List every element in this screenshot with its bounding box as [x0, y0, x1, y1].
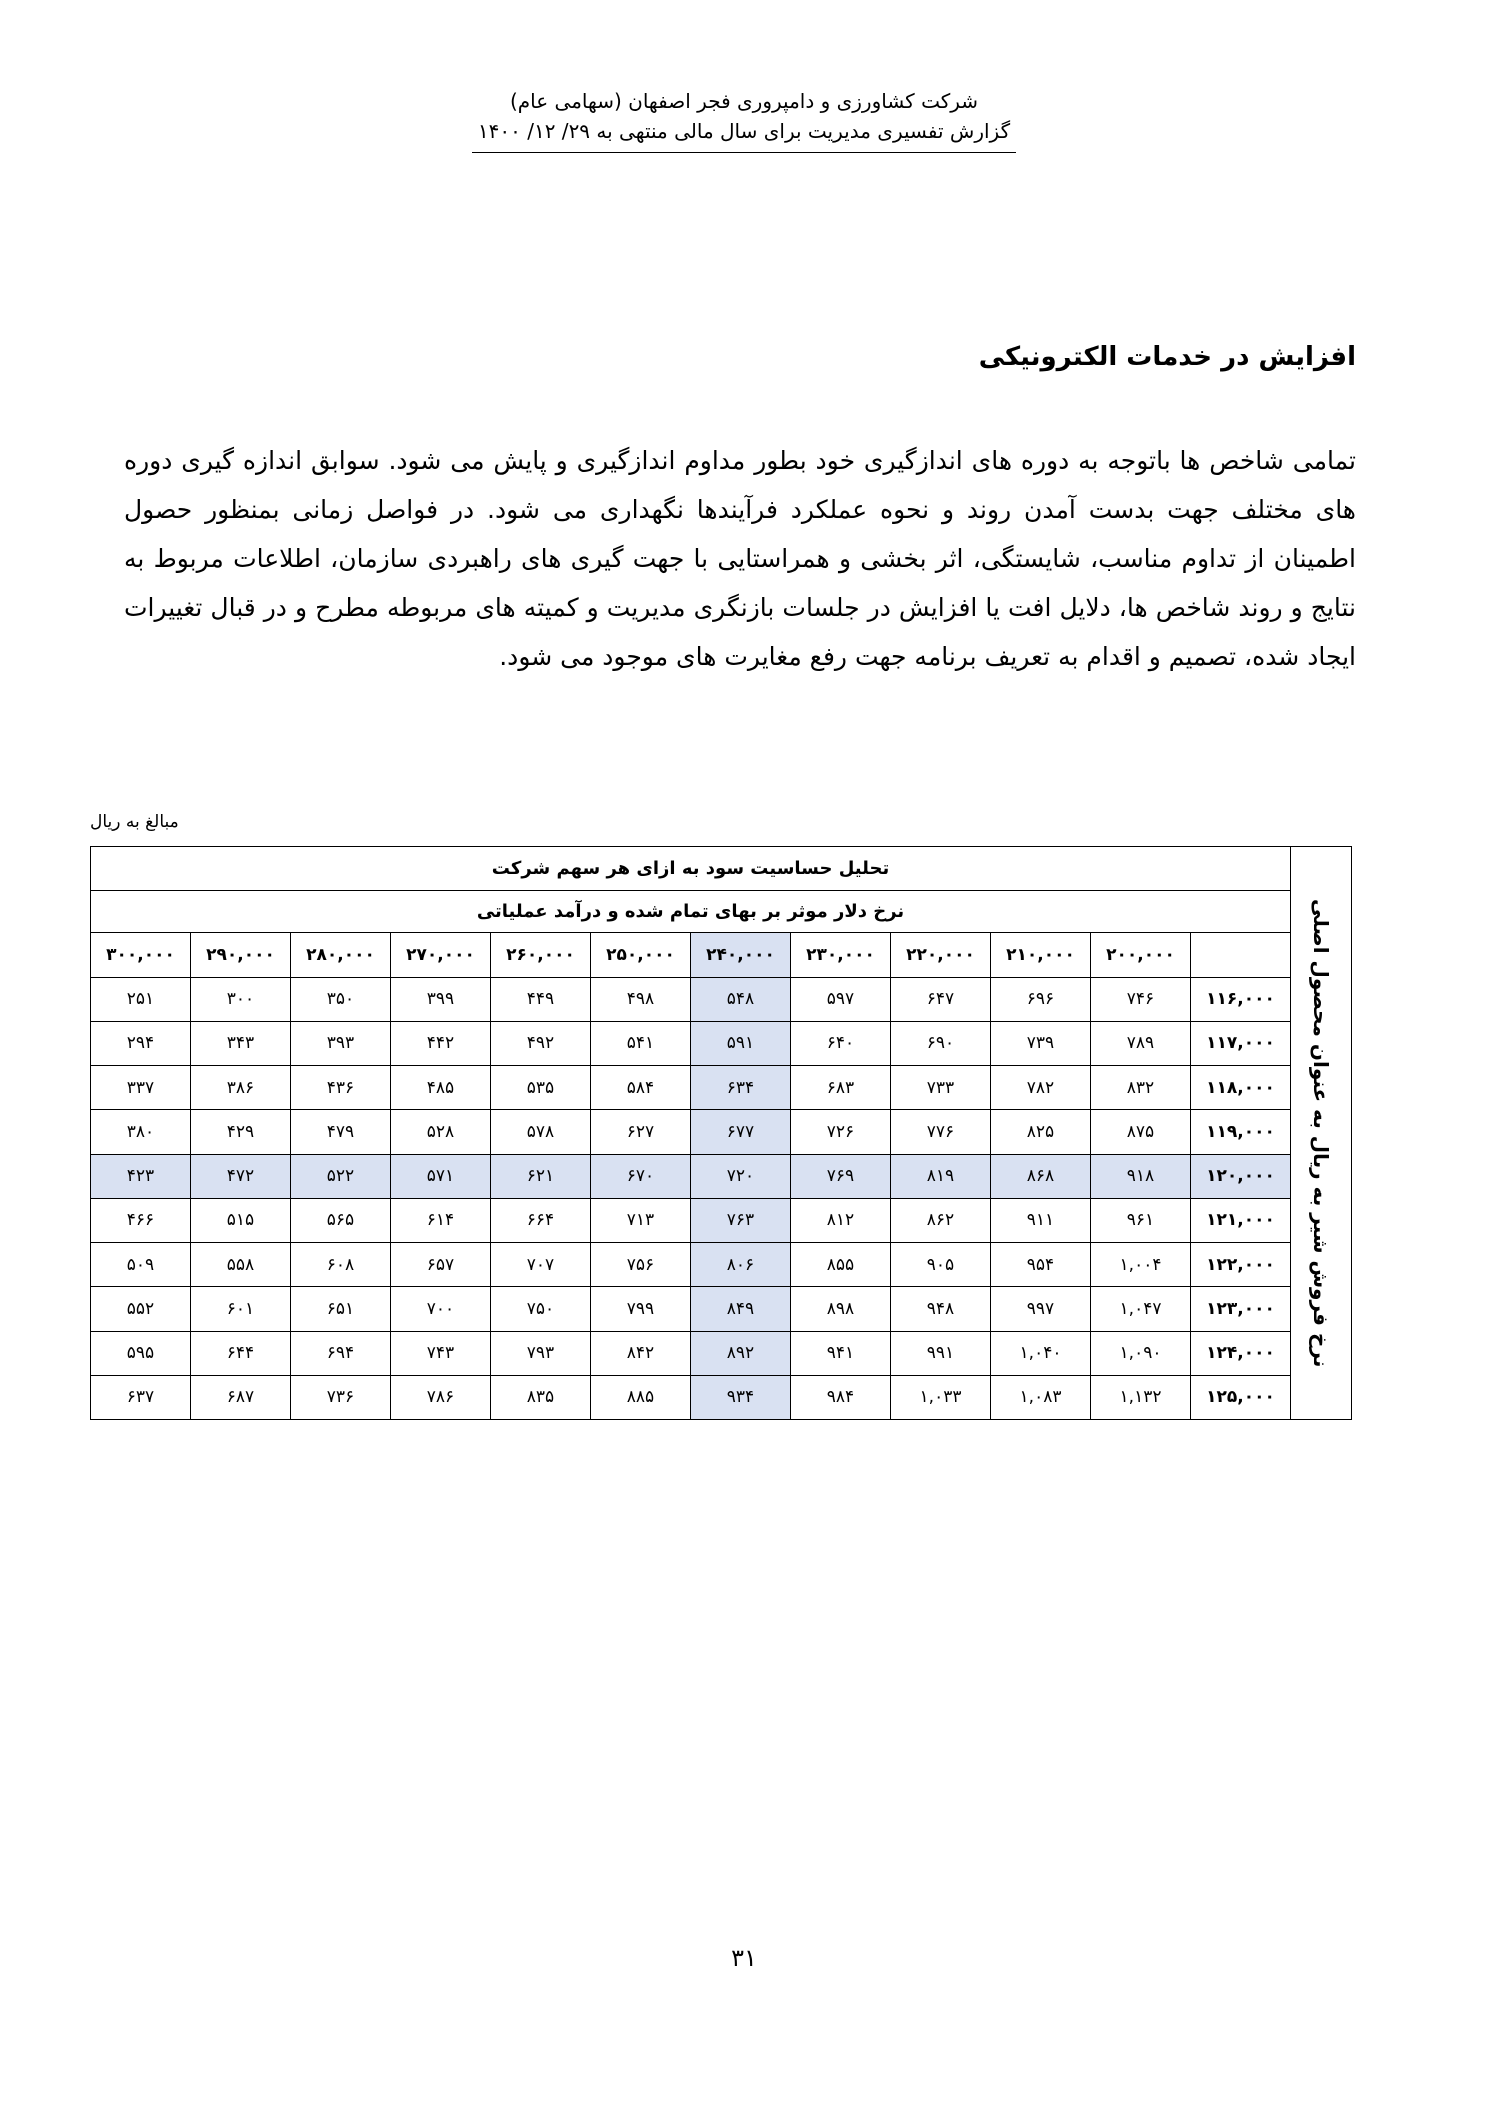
- row-label: ۱۱۶,۰۰۰: [1191, 977, 1291, 1021]
- table-cell: ۵۶۵: [291, 1198, 391, 1242]
- table-cell: ۸۲۵: [991, 1110, 1091, 1154]
- unit-note: مبالغ به ریال: [90, 812, 179, 832]
- table-cell: ۶۰۱: [191, 1287, 291, 1331]
- table-cell: ۱,۰۸۳: [991, 1375, 1091, 1419]
- column-header: ۲۱۰,۰۰۰: [991, 933, 1091, 977]
- table-cell: ۵۹۷: [791, 977, 891, 1021]
- table-cell: ۷۸۶: [391, 1375, 491, 1419]
- table-cell: ۹۳۴: [691, 1375, 791, 1419]
- sensitivity-table: [90, 846, 1352, 1420]
- table-cell: ۵۲۸: [391, 1110, 491, 1154]
- table-cell: ۶۴۴: [191, 1331, 291, 1375]
- table-cell: ۹۶۱: [1091, 1198, 1191, 1242]
- table-cell: ۶۹۴: [291, 1331, 391, 1375]
- table-cell: ۷۴۳: [391, 1331, 491, 1375]
- table-subtitle: نرخ دلار موثر بر بهای تمام شده و درآمد عملیاتی: [91, 891, 1291, 933]
- table-cell: ۳۹۳: [291, 1021, 391, 1065]
- table-cell: ۸۱۲: [791, 1198, 891, 1242]
- table-cell: ۶۹۰: [891, 1021, 991, 1065]
- table-cell: ۳۴۳: [191, 1021, 291, 1065]
- table-cell: ۹۴۸: [891, 1287, 991, 1331]
- row-label: ۱۲۵,۰۰۰: [1191, 1375, 1291, 1419]
- table-cell: ۹۹۱: [891, 1331, 991, 1375]
- table-cell: ۴۴۲: [391, 1021, 491, 1065]
- table-cell: ۶۵۱: [291, 1287, 391, 1331]
- table-cell: ۱,۰۹۰: [1091, 1331, 1191, 1375]
- table-row: [91, 1243, 1352, 1287]
- table-cell: ۴۶۶: [91, 1198, 191, 1242]
- table-cell: ۵۹۱: [691, 1021, 791, 1065]
- table-cell: ۱,۱۳۲: [1091, 1375, 1191, 1419]
- row-label: ۱۱۷,۰۰۰: [1191, 1021, 1291, 1065]
- table-cell: ۷۱۳: [591, 1198, 691, 1242]
- table-cell: ۵۷۱: [391, 1154, 491, 1198]
- table-cell: ۴۲۹: [191, 1110, 291, 1154]
- table-cell: ۹۹۷: [991, 1287, 1091, 1331]
- row-label: ۱۲۲,۰۰۰: [1191, 1243, 1291, 1287]
- row-label: ۱۱۸,۰۰۰: [1191, 1066, 1291, 1110]
- table-cell: ۵۳۵: [491, 1066, 591, 1110]
- table-cell: ۸۴۲: [591, 1331, 691, 1375]
- table-cell: ۴۸۵: [391, 1066, 491, 1110]
- table-cell: ۷۳۶: [291, 1375, 391, 1419]
- table-cell: ۶۶۴: [491, 1198, 591, 1242]
- column-header: ۲۶۰,۰۰۰: [491, 933, 591, 977]
- table-cell: ۶۲۷: [591, 1110, 691, 1154]
- table-cell: ۶۵۷: [391, 1243, 491, 1287]
- table-cell: ۷۷۶: [891, 1110, 991, 1154]
- row-label: ۱۲۱,۰۰۰: [1191, 1198, 1291, 1242]
- table-cell: ۷۳۹: [991, 1021, 1091, 1065]
- table-cell: ۵۵۸: [191, 1243, 291, 1287]
- table-cell: ۶۴۷: [891, 977, 991, 1021]
- table-cell: ۷۳۳: [891, 1066, 991, 1110]
- table-row: [91, 1198, 1352, 1242]
- table-cell: ۳۵۰: [291, 977, 391, 1021]
- row-label: ۱۲۴,۰۰۰: [1191, 1331, 1291, 1375]
- table-cell: ۷۲۶: [791, 1110, 891, 1154]
- table-cell: ۶۹۶: [991, 977, 1091, 1021]
- table-cell: ۹۰۵: [891, 1243, 991, 1287]
- table-cell: ۸۷۵: [1091, 1110, 1191, 1154]
- table-subtitle-row: [91, 891, 1352, 933]
- table-cell: ۱,۰۴۰: [991, 1331, 1091, 1375]
- table-cell: ۷۰۷: [491, 1243, 591, 1287]
- table-cell: ۸۶۲: [891, 1198, 991, 1242]
- table-cell: ۸۹۸: [791, 1287, 891, 1331]
- table-cell: ۴۷۲: [191, 1154, 291, 1198]
- side-label: نرخ فروش شیر به ریال به عنوان محصول اصلی: [1309, 898, 1333, 1368]
- table-cell: ۳۸۶: [191, 1066, 291, 1110]
- table-cell: ۷۰۰: [391, 1287, 491, 1331]
- table-cell: ۳۸۰: [91, 1110, 191, 1154]
- table-cell: ۵۴۸: [691, 977, 791, 1021]
- table-cell: ۸۵۵: [791, 1243, 891, 1287]
- table-cell: ۶۸۳: [791, 1066, 891, 1110]
- table-cell: ۵۸۴: [591, 1066, 691, 1110]
- column-header: ۲۲۰,۰۰۰: [891, 933, 991, 977]
- table-cell: ۲۵۱: [91, 977, 191, 1021]
- table-cell: ۹۱۸: [1091, 1154, 1191, 1198]
- column-header: ۲۴۰,۰۰۰: [691, 933, 791, 977]
- table-cell: ۱,۰۰۴: [1091, 1243, 1191, 1287]
- table-cell: ۷۵۶: [591, 1243, 691, 1287]
- table-cell: ۳۳۷: [91, 1066, 191, 1110]
- table-title: تحلیل حساسیت سود به ازای هر سهم شرکت: [91, 847, 1291, 891]
- table-cell: ۳۰۰: [191, 977, 291, 1021]
- table-cell: ۷۵۰: [491, 1287, 591, 1331]
- table-cell: ۶۷۰: [591, 1154, 691, 1198]
- table-cell: ۶۲۱: [491, 1154, 591, 1198]
- table-cell: ۶۴۰: [791, 1021, 891, 1065]
- row-label: ۱۲۰,۰۰۰: [1191, 1154, 1291, 1198]
- table-cell: ۴۳۶: [291, 1066, 391, 1110]
- column-header: ۲۷۰,۰۰۰: [391, 933, 491, 977]
- table-row: [91, 1331, 1352, 1375]
- table-title-row: [91, 847, 1352, 891]
- column-header: ۳۰۰,۰۰۰: [91, 933, 191, 977]
- table-cell: ۱,۰۴۷: [1091, 1287, 1191, 1331]
- table-cell: ۸۰۶: [691, 1243, 791, 1287]
- table-cell: ۸۴۹: [691, 1287, 791, 1331]
- table-cell: ۸۳۲: [1091, 1066, 1191, 1110]
- table-cell: ۸۶۸: [991, 1154, 1091, 1198]
- table-cell: ۵۲۲: [291, 1154, 391, 1198]
- table-cell: ۴۲۳: [91, 1154, 191, 1198]
- table-row: [91, 1287, 1352, 1331]
- table-cell: ۲۹۴: [91, 1021, 191, 1065]
- column-header-row: [91, 933, 1352, 977]
- table-row: [91, 1110, 1352, 1154]
- table-cell: ۷۶۳: [691, 1198, 791, 1242]
- table-row: [91, 977, 1352, 1021]
- table-row: [91, 1154, 1352, 1198]
- table-cell: ۷۹۹: [591, 1287, 691, 1331]
- table-cell: ۹۴۱: [791, 1331, 891, 1375]
- table-cell: ۴۴۹: [491, 977, 591, 1021]
- table-cell: ۴۹۲: [491, 1021, 591, 1065]
- table-row: [91, 1021, 1352, 1065]
- row-label: ۱۲۳,۰۰۰: [1191, 1287, 1291, 1331]
- table-cell: ۸۳۵: [491, 1375, 591, 1419]
- table-cell: ۵۴۱: [591, 1021, 691, 1065]
- table-cell: ۶۱۴: [391, 1198, 491, 1242]
- table-cell: ۶۳۷: [91, 1375, 191, 1419]
- table-cell: ۹۱۱: [991, 1198, 1091, 1242]
- table-cell: ۵۹۵: [91, 1331, 191, 1375]
- table-cell: ۷۴۶: [1091, 977, 1191, 1021]
- column-header: ۲۸۰,۰۰۰: [291, 933, 391, 977]
- column-header: ۲۰۰,۰۰۰: [1091, 933, 1191, 977]
- table-cell: ۷۹۳: [491, 1331, 591, 1375]
- table-cell: ۷۸۹: [1091, 1021, 1191, 1065]
- table-cell: ۶۰۸: [291, 1243, 391, 1287]
- column-header: ۲۵۰,۰۰۰: [591, 933, 691, 977]
- side-label-cell: [1291, 847, 1352, 1420]
- report-title: گزارش تفسیری مدیریت برای سال مالی منتهی به ۲۹/ ۱۲/ ۱۴۰۰: [472, 116, 1016, 153]
- table-row: [91, 1375, 1352, 1419]
- table-cell: ۸۹۲: [691, 1331, 791, 1375]
- table-cell: ۵۷۸: [491, 1110, 591, 1154]
- table-cell: ۵۱۵: [191, 1198, 291, 1242]
- table-cell: ۶۳۴: [691, 1066, 791, 1110]
- table-cell: ۳۹۹: [391, 977, 491, 1021]
- row-label: ۱۱۹,۰۰۰: [1191, 1110, 1291, 1154]
- table-cell: ۴۷۹: [291, 1110, 391, 1154]
- table-cell: ۱,۰۳۳: [891, 1375, 991, 1419]
- table-cell: ۷۸۲: [991, 1066, 1091, 1110]
- corner-cell: [1191, 933, 1291, 977]
- section-title: افزایش در خدمات الکترونیکی: [978, 342, 1356, 372]
- table-cell: ۶۸۷: [191, 1375, 291, 1419]
- column-header: ۲۳۰,۰۰۰: [791, 933, 891, 977]
- page-header: [0, 86, 1488, 153]
- table-row: [91, 1066, 1352, 1110]
- table-cell: ۵۰۹: [91, 1243, 191, 1287]
- column-header: ۲۹۰,۰۰۰: [191, 933, 291, 977]
- table-cell: ۶۷۷: [691, 1110, 791, 1154]
- table-cell: ۹۸۴: [791, 1375, 891, 1419]
- body-paragraph: تمامی شاخص ها باتوجه به دوره های اندازگیری خود بطور مداوم اندازگیری و پایش می شود. سوابق اندازه گیری دوره های مختلف جهت بدست آمدن روند و نحوه عملکرد فرآیندها نگهداری می شود. در فواصل زمانی بمنظور حصول اطمینان از تداوم مناسب، شایستگی، اثر بخشی و همراستایی با جهت گیری های راهبردی سازمان، اطلاعات مربوط به نتایج و روند شاخص ها، دلایل افت یا افزایش در جلسات بازنگری مدیریت و کمیته های مربوطه مطرح و در قبال تغییرات ایجاد شده، تصمیم و اقدام به تعریف برنامه جهت رفع مغایرت های موجود می شود.: [124, 446, 1356, 671]
- table-cell: ۸۸۵: [591, 1375, 691, 1419]
- table-cell: ۷۲۰: [691, 1154, 791, 1198]
- table-cell: ۹۵۴: [991, 1243, 1091, 1287]
- page-number: ۳۱: [731, 1944, 757, 1972]
- table-cell: ۷۶۹: [791, 1154, 891, 1198]
- company-name: شرکت کشاورزی و دامپروری فجر اصفهان (سهامی عام): [509, 89, 979, 113]
- table-cell: ۸۱۹: [891, 1154, 991, 1198]
- table-cell: ۵۵۲: [91, 1287, 191, 1331]
- table-cell: ۴۹۸: [591, 977, 691, 1021]
